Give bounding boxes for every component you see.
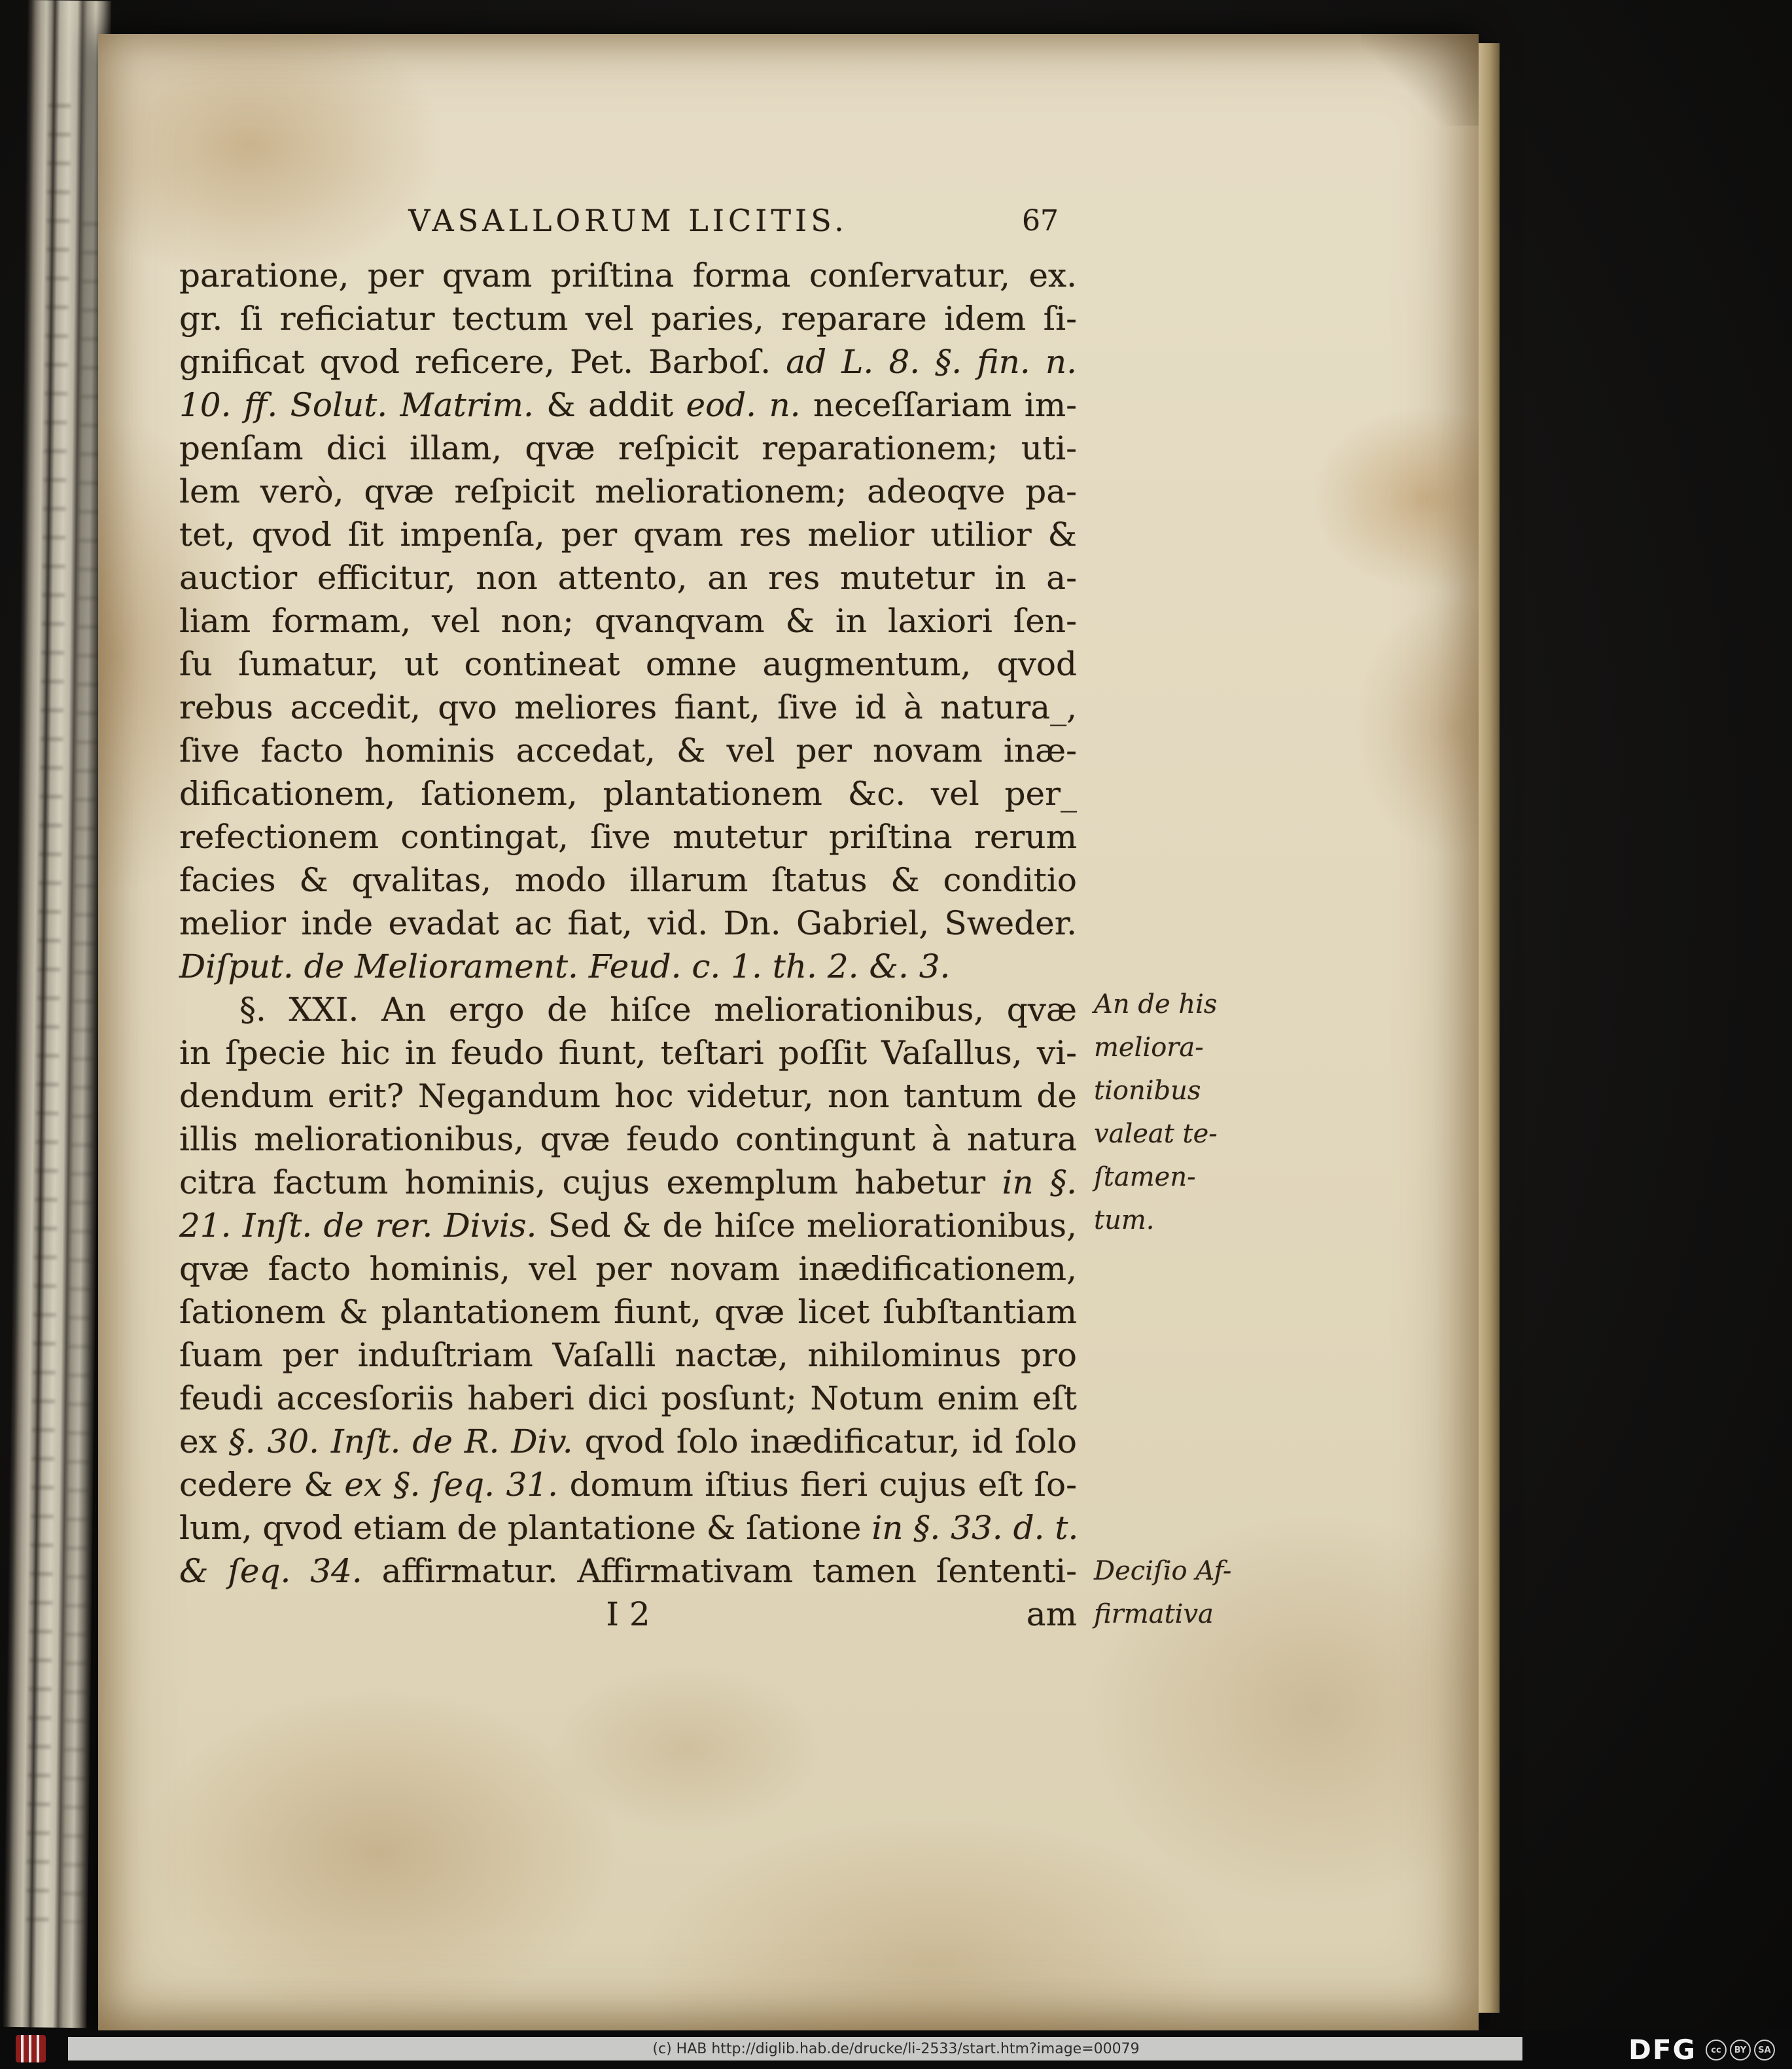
text-line: paratione, per qvam priſtina forma conſervatur, ex. <box>179 256 1077 294</box>
text-line: 10. ff. Solut. Matrim. & addit eod. n. neceſſariam im- <box>179 386 1078 424</box>
text-line: dendum erit? Negandum hoc videtur, non tantum de <box>179 1077 1077 1115</box>
text-line: ſive facto hominis accedat, & vel per novam inæ- <box>179 732 1077 769</box>
text-line: 21. Inſt. de rer. Divis. Sed & de hiſce meliorationibus, <box>179 1207 1077 1245</box>
ink-speck <box>1575 1441 1583 1449</box>
margin-note-line: ſtamen- <box>1094 1162 1196 1192</box>
text-line: §. XXI. An ergo de hiſce meliorationibus, qvæ <box>239 991 1077 1029</box>
text-line: ſuam per induſtriam Vaſalli nactæ, nihilominus pro <box>179 1336 1077 1374</box>
text-line: ſu ſumatur, ut contineat omne augmentum, qvod <box>179 645 1077 683</box>
text-line: feudi accesſoriis haberi dici posſunt; Notum enim eſt <box>179 1379 1077 1417</box>
catchword: am <box>1026 1595 1077 1633</box>
page-header <box>179 203 1077 242</box>
text-column <box>179 254 1077 1636</box>
margin-note-line: firmativa <box>1094 1599 1214 1629</box>
text-line: lum, qvod etiam de plantatione & ſatione in §. 33. d. t. <box>179 1509 1079 1547</box>
margin-note-line: valeat te- <box>1094 1119 1218 1149</box>
page-number: 67 <box>1022 204 1059 238</box>
text-line: tet, qvod ſit impenſa, per qvam res melior utilior & <box>179 516 1077 554</box>
text-line: ex §. 30. Inſt. de R. Div. qvod ſolo inædificatur, id ſolo <box>179 1423 1078 1460</box>
text-line: lem verò, qvæ reſpicit meliorationem; adeoqve pa- <box>179 472 1077 510</box>
footer-credit: (c) HAB http://diglib.hab.de/drucke/li-2533/start.htm?image=00079 <box>652 2040 1140 2057</box>
book-page-edges <box>3 0 111 2028</box>
margin-note-lower <box>1094 1549 1277 1636</box>
text-line: qvæ facto hominis, vel per novam inædificationem, <box>179 1250 1077 1288</box>
text-line: ſationem & plantationem fiunt, qvæ licet ſubſtantiam <box>179 1293 1077 1331</box>
signature-line <box>179 1593 1077 1636</box>
body-text <box>179 254 1077 1593</box>
text-line: & ſeq. 34. affirmatur. Affirmativam tamen ſententi- <box>179 1552 1077 1590</box>
text-line: auctior efficitur, non attento, an res mutetur in a- <box>179 559 1077 597</box>
margin-note-line: An de his <box>1094 989 1218 1019</box>
margin-note-line: Deciſio Af- <box>1094 1556 1232 1586</box>
margin-note-line: meliora- <box>1094 1033 1204 1063</box>
text-line: rebus accedit, qvo meliores fiant, ſive id à natura_, <box>179 688 1077 726</box>
footer-strip <box>0 2030 1792 2069</box>
text-line: illis meliorationibus, qvæ feudo contingunt à natura <box>179 1120 1077 1158</box>
corner-shadow <box>1361 34 1479 126</box>
gathering-signature: I 2 <box>606 1595 650 1633</box>
hab-logo-icon <box>16 2035 46 2062</box>
text-line: gr. ſi reficiatur tectum vel paries, reparare idem ſi- <box>179 300 1077 338</box>
page-edge-texture <box>26 79 71 1922</box>
text-line: penſam dici illam, qvæ reſpicit reparationem; uti- <box>179 429 1077 467</box>
cc-license-badge <box>1706 2040 1775 2060</box>
text-line: in ſpecie hic in feudo fiunt, teſtari poſſit Vaſallus, vi- <box>179 1034 1077 1072</box>
cc-icon: cc <box>1706 2040 1727 2060</box>
dfg-logo: DFG <box>1628 2034 1696 2066</box>
cc-by-icon: BY <box>1730 2040 1751 2060</box>
text-line: liam formam, vel non; qvanqvam & in laxiori ſen- <box>179 602 1077 640</box>
margin-note-upper <box>1094 983 1277 1242</box>
book-fore-edge <box>1479 43 1500 2013</box>
scanned-page <box>98 34 1479 2031</box>
text-line: refectionem contingat, ſive mutetur priſtina rerum <box>179 818 1077 856</box>
text-line: citra factum hominis, cujus exemplum habetur in §. <box>179 1163 1077 1201</box>
text-line: gnificat qvod reficere, Pet. Barboſ. ad L. 8. §. fin. n. <box>179 343 1077 381</box>
margin-note-line: tionibus <box>1094 1076 1201 1106</box>
text-line: cedere & ex §. ſeq. 31. domum iſtius fieri cujus eſt ſo- <box>179 1466 1077 1504</box>
text-line: dificationem, ſationem, plantationem &c. vel per_ <box>179 775 1077 813</box>
running-title: VASALLORUM LICITIS. <box>408 203 848 238</box>
text-line: melior inde evadat ac fiat, vid. Dn. Gabriel, Sweder. <box>179 904 1077 942</box>
text-line: facies & qvalitas, modo illarum ſtatus & conditio <box>179 861 1077 899</box>
cc-sa-icon: SA <box>1754 2040 1775 2060</box>
license-badges <box>1628 2036 1775 2064</box>
text-line: Diſput. de Meliorament. Feud. c. 1. th. 2. &. 3. <box>179 947 951 985</box>
margin-note-line: tum. <box>1094 1205 1155 1235</box>
